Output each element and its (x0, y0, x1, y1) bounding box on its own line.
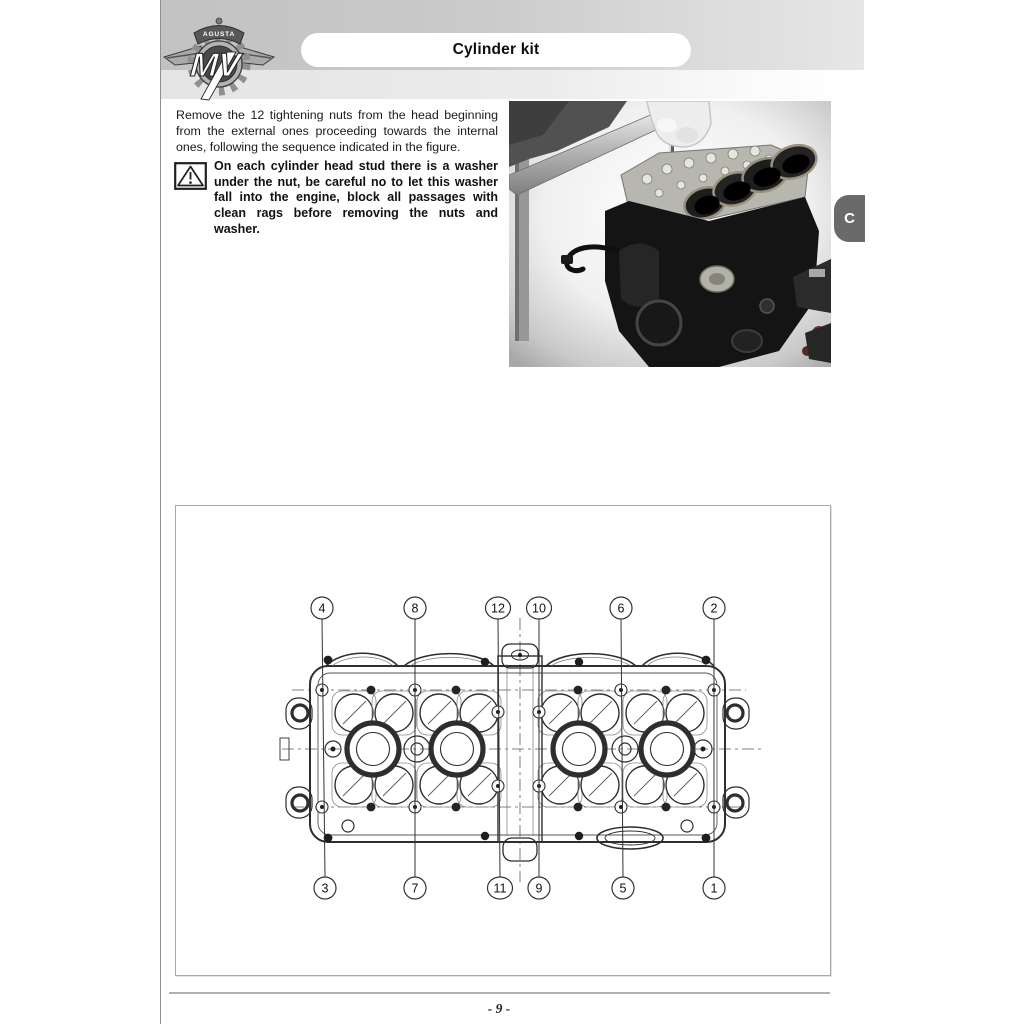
callout-3 (314, 877, 336, 899)
callout-7 (404, 877, 426, 899)
callout-11 (488, 877, 513, 899)
svg-text:6: 6 (617, 601, 625, 616)
engine-cover (637, 301, 681, 345)
warning-block (174, 159, 500, 238)
callout-10 (527, 597, 552, 619)
svg-text:11: 11 (493, 881, 507, 896)
section-tab-c (834, 195, 865, 242)
svg-text:8: 8 (411, 601, 419, 616)
cylinder-head-diagram (176, 506, 830, 975)
svg-text:9: 9 (535, 881, 543, 896)
callout-8 (404, 597, 426, 619)
callout-12 (486, 597, 511, 619)
svg-text:10: 10 (532, 601, 546, 616)
svg-text:2: 2 (710, 601, 718, 616)
warning-triangle-icon (174, 162, 207, 190)
svg-text:1: 1 (710, 881, 718, 896)
callout-6 (610, 597, 632, 619)
svg-text:3: 3 (321, 881, 329, 896)
page-title: Cylinder kit (452, 41, 540, 58)
callout-4 (311, 597, 333, 619)
page-number: - 9 - (487, 1001, 511, 1016)
logo-top-text: AGUSTA (202, 31, 236, 38)
intro-paragraph: Remove the 12 tightening nuts from the head beginning from the external ones proceeding towards the internal ones, following the sequence indicated in the figure. (176, 108, 498, 154)
section-tab-label: C (844, 210, 855, 227)
warning-text: On each cylinder head stud there is a washer under the nut, be careful no to let this washer fall into the engine, block all passages with clean rags before removing the nuts and washer. (214, 159, 498, 236)
callout-2 (703, 597, 725, 619)
callout-9 (528, 877, 550, 899)
engine-photo (509, 101, 831, 367)
figure-box (175, 505, 831, 976)
exhaust-oval (597, 827, 663, 849)
callout-1 (703, 877, 725, 899)
logo-main-text: MV (189, 47, 242, 84)
callouts-bottom (314, 877, 725, 899)
page-title-pill (301, 33, 691, 67)
svg-text:4: 4 (318, 601, 326, 616)
callout-5 (612, 877, 634, 899)
svg-text:12: 12 (491, 601, 505, 616)
footer-rule (169, 992, 830, 994)
svg-text:5: 5 (619, 881, 627, 896)
callouts-top (311, 597, 725, 619)
svg-text:7: 7 (411, 881, 419, 896)
mv-agusta-logo-icon (163, 12, 275, 102)
manual-page (160, 0, 864, 1024)
